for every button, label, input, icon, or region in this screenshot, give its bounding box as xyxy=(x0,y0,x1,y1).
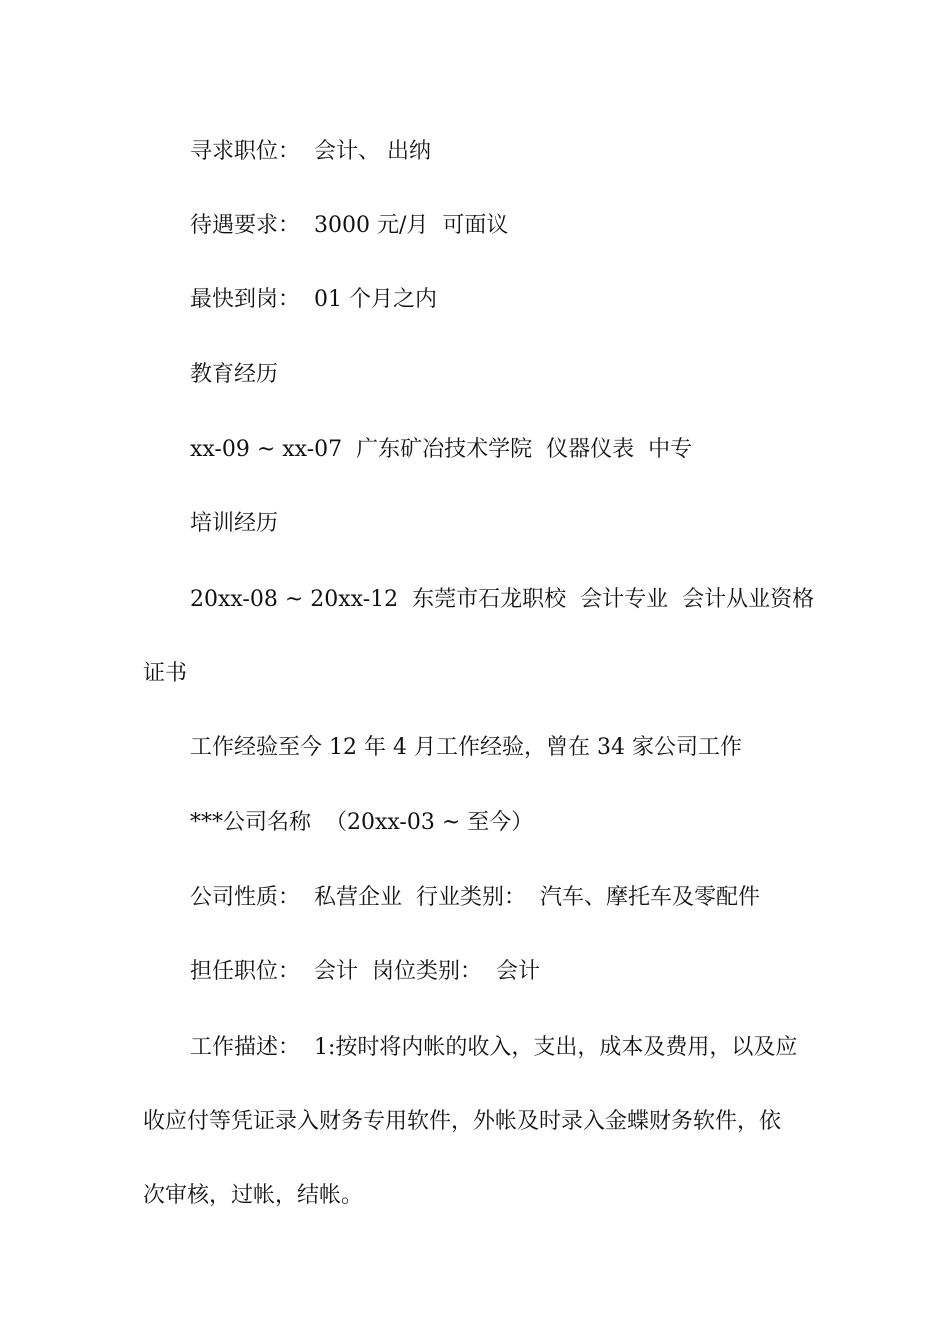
job-description-line3: 次审核，过帐，结帐。 xyxy=(143,1183,364,1208)
job-description-line1: 工作描述： 1:按时将内帐的收入，支出，成本及费用，以及应 xyxy=(190,1035,798,1060)
company-nature: 公司性质： 私营企业 行业类别： 汽车、摩托车及零配件 xyxy=(190,885,760,910)
education-heading: 教育经历 xyxy=(190,362,279,387)
training-entry-line1: 20xx-08 ~ 20xx-12 东莞市石龙职校 会计专业 会计从业资格 xyxy=(190,587,815,612)
training-heading: 培训经历 xyxy=(190,511,279,536)
education-entry: xx-09 ~ xx-07 广东矿冶技术学院 仪器仪表 中专 xyxy=(190,437,693,462)
position-held: 担任职位： 会计 岗位类别： 会计 xyxy=(190,959,540,984)
company-name: ***公司名称 （20xx-03 ~ 至今） xyxy=(190,810,534,835)
training-entry-line2: 证书 xyxy=(143,661,188,686)
desired-position: 寻求职位： 会计、 出纳 xyxy=(190,139,431,164)
earliest-start: 最快到岗： 01 个月之内 xyxy=(190,287,437,312)
job-description-line2: 收应付等凭证录入财务专用软件，外帐及时录入金蝶财务软件，依 xyxy=(143,1109,782,1134)
salary-requirement: 待遇要求： 3000 元/月 可面议 xyxy=(190,213,509,238)
work-experience-summary: 工作经验至今 12 年 4 月工作经验，曾在 34 家公司工作 xyxy=(190,735,742,760)
